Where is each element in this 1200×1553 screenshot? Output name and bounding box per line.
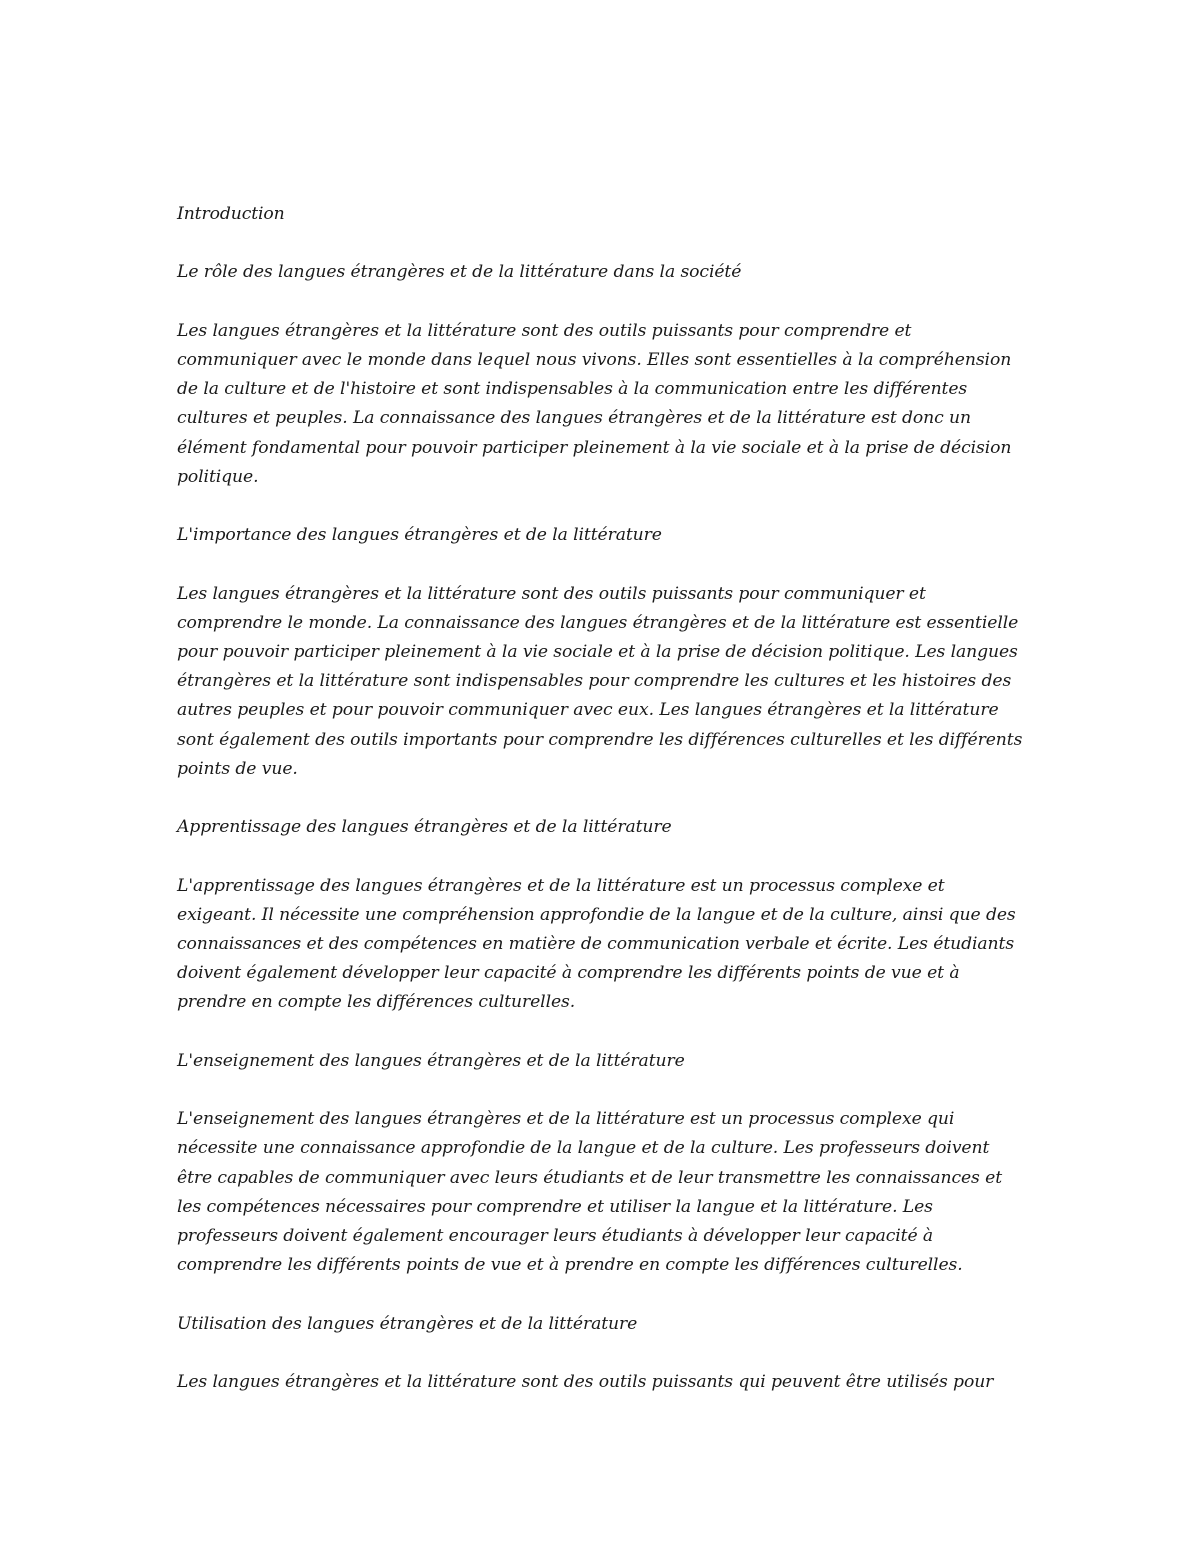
paragraph-teaching: L'enseignement des langues étrangères et de la littérature est un processus complexe qui nécessite une connaissance approfondie de la langue et de la culture. Les professeurs doivent être capables de communiquer avec leurs étudiants et de leur transmettre les connaissances et les compétences nécessaires pour comprendre et utiliser la langue et la littérature. Les professeurs doivent également encourager leurs étudiants à développer leur capacité à comprendre les différents points de vue et à prendre en compte les différences culturelles. [177, 1109, 1002, 1276]
paragraph-usage: Les langues étrangères et la littérature sont des outils puissants qui peuvent être utilisés pour [177, 1371, 994, 1392]
document-body [177, 200, 1027, 1426]
section-heading-importance: L'importance des langues étrangères et de la littérature [177, 525, 662, 546]
paragraph-importance: Les langues étrangères et la littérature sont des outils puissants pour communiquer et comprendre le monde. La connaissance des langues étrangères et de la littérature est essentielle pour pouvoir participer pleinement à la vie sociale et à la prise de décision politique. Les langues étrangères et la littérature sont indispensables pour comprendre les cultures et les histoires des autres peuples et pour pouvoir communiquer avec eux. Les langues étrangères et la littérature sont également des outils importants pour comprendre les différences culturelles et les différents points de vue. [177, 583, 1023, 779]
section-heading-learning: Apprentissage des langues étrangères et de la littérature [177, 817, 672, 838]
paragraph-learning: L'apprentissage des langues étrangères et de la littérature est un processus complexe et exigeant. Il nécessite une compréhension approfondie de la langue et de la culture, ainsi que des connaissances et des compétences en matière de communication verbale et écrite. Les étudiants doivent également développer leur capacité à comprendre les différents points de vue et à prendre en compte les différences culturelles. [177, 875, 1016, 1013]
section-heading-teaching: L'enseignement des langues étrangères et de la littérature [177, 1050, 685, 1071]
section-heading-usage: Utilisation des langues étrangères et de la littérature [177, 1313, 638, 1334]
paragraph-role: Les langues étrangères et la littérature sont des outils puissants pour comprendre et communiquer avec le monde dans lequel nous vivons. Elles sont essentielles à la compréhension de la culture et de l'histoire et sont indispensables à la communication entre les différentes cultures et peuples. La connaissance des langues étrangères et de la littérature est donc un élément fondamental pour pouvoir participer pleinement à la vie sociale et à la prise de décision politique. [177, 320, 1012, 487]
section-heading-introduction: Introduction [177, 204, 285, 224]
section-heading-role: Le rôle des langues étrangères et de la littérature dans la société [177, 262, 742, 283]
